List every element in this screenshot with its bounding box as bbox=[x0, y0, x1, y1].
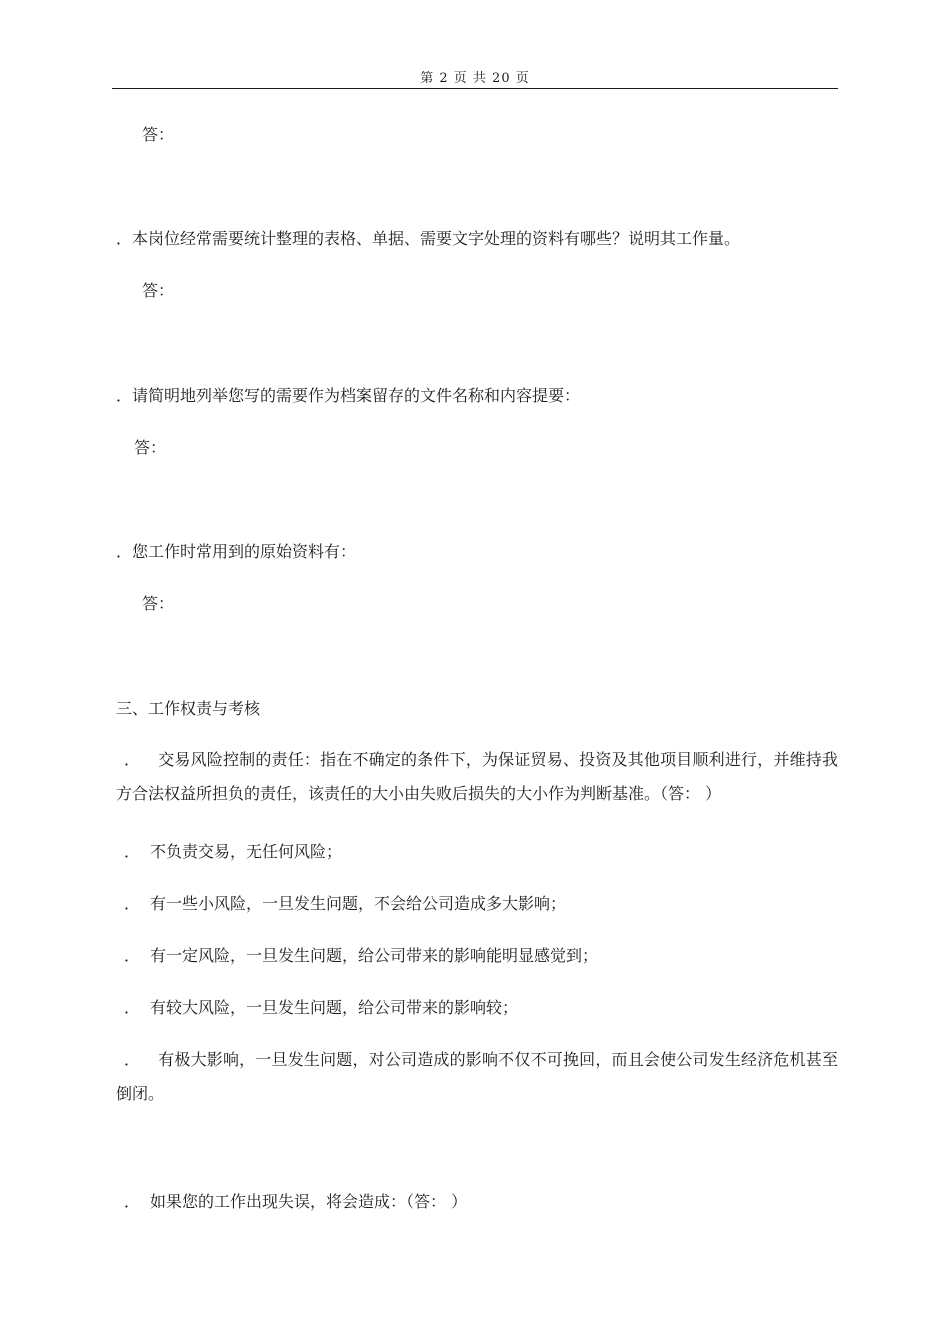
option-item bbox=[124, 841, 342, 863]
question-raw-materials: ．您工作时常用到的原始资料有： bbox=[116, 542, 357, 561]
list-bullet: ． bbox=[124, 1050, 141, 1069]
question-spreadsheets: ．本岗位经常需要统计整理的表格、单据、需要文字处理的资料有哪些？说明其工作量。 bbox=[116, 229, 741, 248]
option-item bbox=[124, 945, 598, 967]
risk-control-item bbox=[116, 743, 838, 811]
answer-label: 答： bbox=[142, 594, 175, 613]
option-text: 有较大风险，一旦发生问题，给公司带来的影响较； bbox=[150, 998, 519, 1017]
option-text: 不负责交易，无任何风险； bbox=[150, 842, 343, 861]
error-impact-item bbox=[124, 1191, 467, 1213]
list-bullet: ． bbox=[124, 1192, 141, 1211]
option-text: 有一些小风险，一旦发生问题，不会给公司造成多大影响； bbox=[150, 894, 567, 913]
answer-label: 答： bbox=[142, 281, 175, 300]
question-archive-files: ．请简明地列举您写的需要作为档案留存的文件名称和内容提要： bbox=[116, 386, 581, 405]
list-bullet: ． bbox=[124, 842, 141, 861]
option-item bbox=[116, 1043, 838, 1111]
answer-label: 答： bbox=[134, 438, 167, 457]
page-number-header: 第 2 页 共 20 页 bbox=[420, 71, 530, 86]
list-bullet: ． bbox=[124, 750, 141, 769]
option-item bbox=[124, 893, 566, 915]
list-bullet: ． bbox=[124, 998, 141, 1017]
section-title: 三、工作权责与考核 bbox=[116, 699, 261, 718]
error-impact-text: 如果您的工作出现失误，将会造成：（答： ） bbox=[150, 1192, 468, 1211]
option-text: 有极大影响，一旦发生问题，对公司造成的影响不仅不可挽回，而且会使公司发生经济危机甚至倒闭。 bbox=[116, 1050, 838, 1103]
list-bullet: ． bbox=[124, 894, 141, 913]
answer-label: 答： bbox=[142, 125, 175, 144]
risk-control-text: 交易风险控制的责任：指在不确定的条件下，为保证贸易、投资及其他项目顺利进行，并维持我方合法权益所担负的责任，该责任的大小由失败后损失的大小作为判断基准。（答： ） bbox=[116, 750, 838, 803]
header-divider bbox=[112, 88, 838, 89]
list-bullet: ． bbox=[124, 946, 141, 965]
option-text: 有一定风险，一旦发生问题，给公司带来的影响能明显感觉到； bbox=[150, 946, 599, 965]
option-item bbox=[124, 997, 518, 1019]
